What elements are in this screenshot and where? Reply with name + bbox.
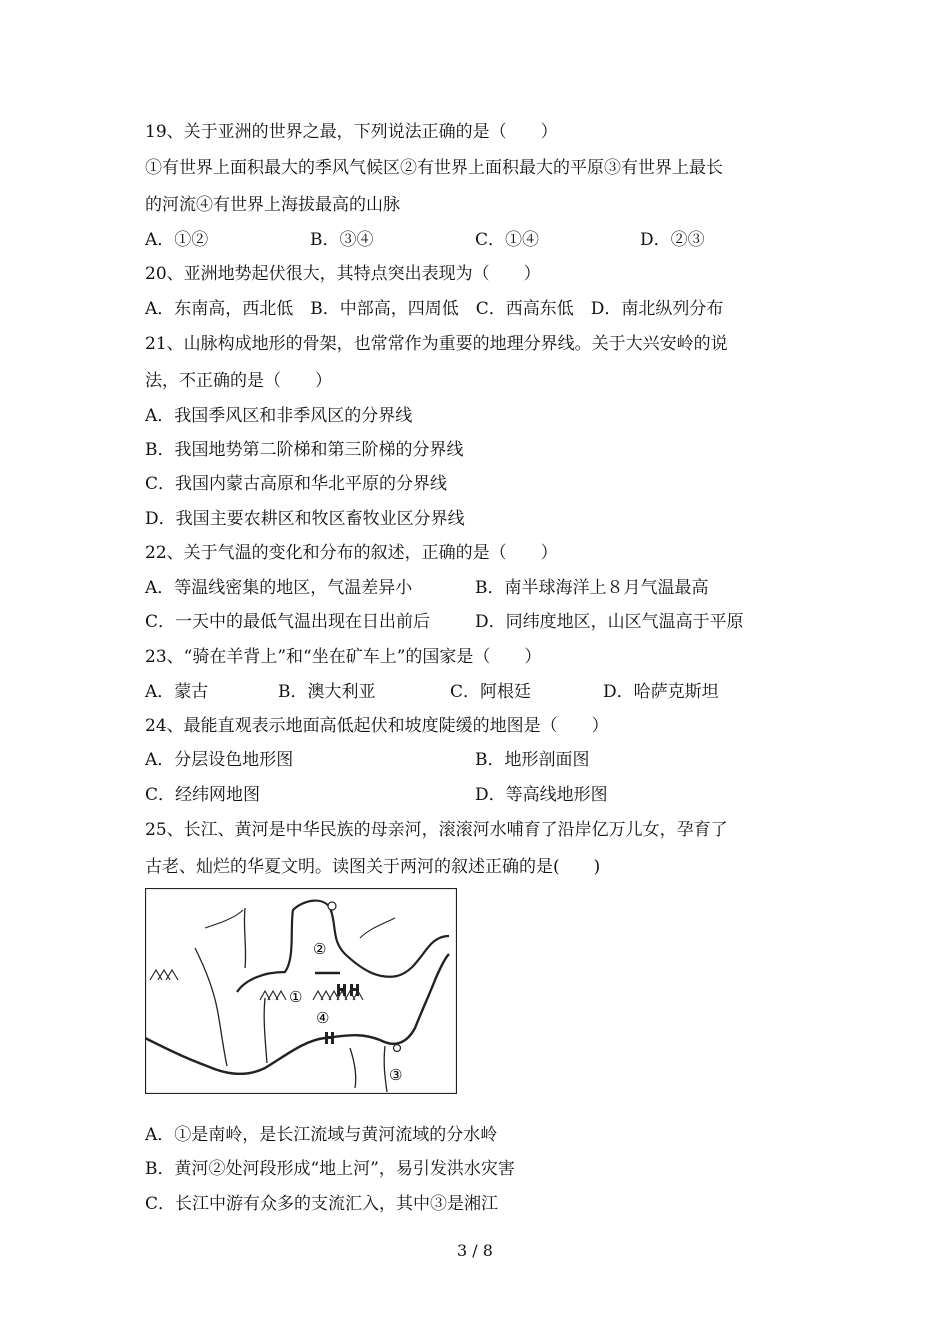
question-25-option-a[interactable]: A．①是南岭，是长江流域与黄河流域的分水岭 (145, 1125, 498, 1145)
question-19-option-b[interactable]: B．③④ (310, 230, 374, 250)
question-25-stem: 25、长江、黄河是中华民族的母亲河，滚滚河水哺育了沿岸亿万儿女，孕育了 (145, 820, 728, 840)
question-25-option-b[interactable]: B．黄河②处河段形成“地上河”，易引发洪水灾害 (145, 1159, 515, 1179)
question-22-option-c[interactable]: C．一天中的最低气温出现在日出前后 (145, 612, 431, 632)
question-19-stem: 19、关于亚洲的世界之最，下列说法正确的是（ ） (145, 122, 558, 142)
question-21-stem: 21、山脉构成地形的骨架，也常常作为重要的地理分界线。关于大兴安岭的说 (145, 334, 728, 354)
question-24-option-c[interactable]: C．经纬网地图 (145, 785, 261, 805)
map-label-1: ① (289, 988, 303, 1006)
question-19-option-d[interactable]: D．②③ (640, 230, 705, 250)
question-22-option-a[interactable]: A．等温线密集的地区，气温差异小 (145, 578, 413, 598)
question-21-option-a[interactable]: A．我国季风区和非季风区的分界线 (145, 406, 413, 426)
question-25-stem-cont: 古老、灿烂的华夏文明。读图关于两河的叙述正确的是( ) (145, 857, 601, 877)
question-21-option-b[interactable]: B．我国地势第二阶梯和第三阶梯的分界线 (145, 440, 464, 460)
question-23-option-a[interactable]: A．蒙古 (145, 682, 209, 702)
question-20-stem: 20、亚洲地势起伏很大，其特点突出表现为（ ） (145, 264, 541, 284)
page-number: 3 / 8 (457, 1241, 493, 1260)
map-label-4: ④ (316, 1009, 330, 1027)
question-23-stem: 23、“骑在羊背上”和“坐在矿车上”的国家是（ ） (145, 647, 542, 667)
question-24-option-a[interactable]: A．分层设色地形图 (145, 750, 294, 770)
question-24-option-b[interactable]: B．地形剖面图 (475, 750, 590, 770)
question-20-options[interactable]: A．东南高，西北低 B．中部高，四周低 C．西高东低 D．南北纵列分布 (145, 299, 724, 319)
question-23-option-c[interactable]: C．阿根廷 (450, 682, 532, 702)
question-22-option-d[interactable]: D．同纬度地区，山区气温高于平原 (475, 612, 744, 632)
question-23-option-d[interactable]: D．哈萨克斯坦 (603, 682, 719, 702)
question-19-option-a[interactable]: A．①② (145, 230, 209, 250)
question-22-stem: 22、关于气温的变化和分布的叙述，正确的是（ ） (145, 543, 558, 563)
lake-marker (394, 1045, 401, 1052)
question-19-statements: ①有世界上面积最大的季风气候区②有世界上面积最大的平原③有世界上最长 (145, 158, 723, 178)
question-24-option-d[interactable]: D．等高线地形图 (475, 785, 608, 805)
map-label-2: ② (313, 940, 327, 958)
question-23-option-b[interactable]: B．澳大利亚 (278, 682, 376, 702)
question-21-option-d[interactable]: D．我国主要农耕区和牧区畜牧业区分界线 (145, 509, 465, 529)
map-label-3: ③ (389, 1066, 403, 1084)
question-22-option-b[interactable]: B．南半球海洋上８月气温最高 (475, 578, 709, 598)
river-source-marker (328, 902, 336, 910)
question-24-stem: 24、最能直观表示地面高低起伏和坡度陡缓的地图是（ ） (145, 716, 609, 736)
rivers-map-figure (145, 888, 457, 1094)
question-19-statements-cont: 的河流④有世界上海拔最高的山脉 (145, 195, 400, 215)
question-19-option-c[interactable]: C．①④ (475, 230, 540, 250)
question-21-option-c[interactable]: C．我国内蒙古高原和华北平原的分界线 (145, 474, 448, 494)
question-21-stem-cont: 法，不正确的是（ ） (145, 371, 332, 391)
question-25-option-c[interactable]: C．长江中游有众多的支流汇入，其中③是湘江 (145, 1194, 499, 1214)
